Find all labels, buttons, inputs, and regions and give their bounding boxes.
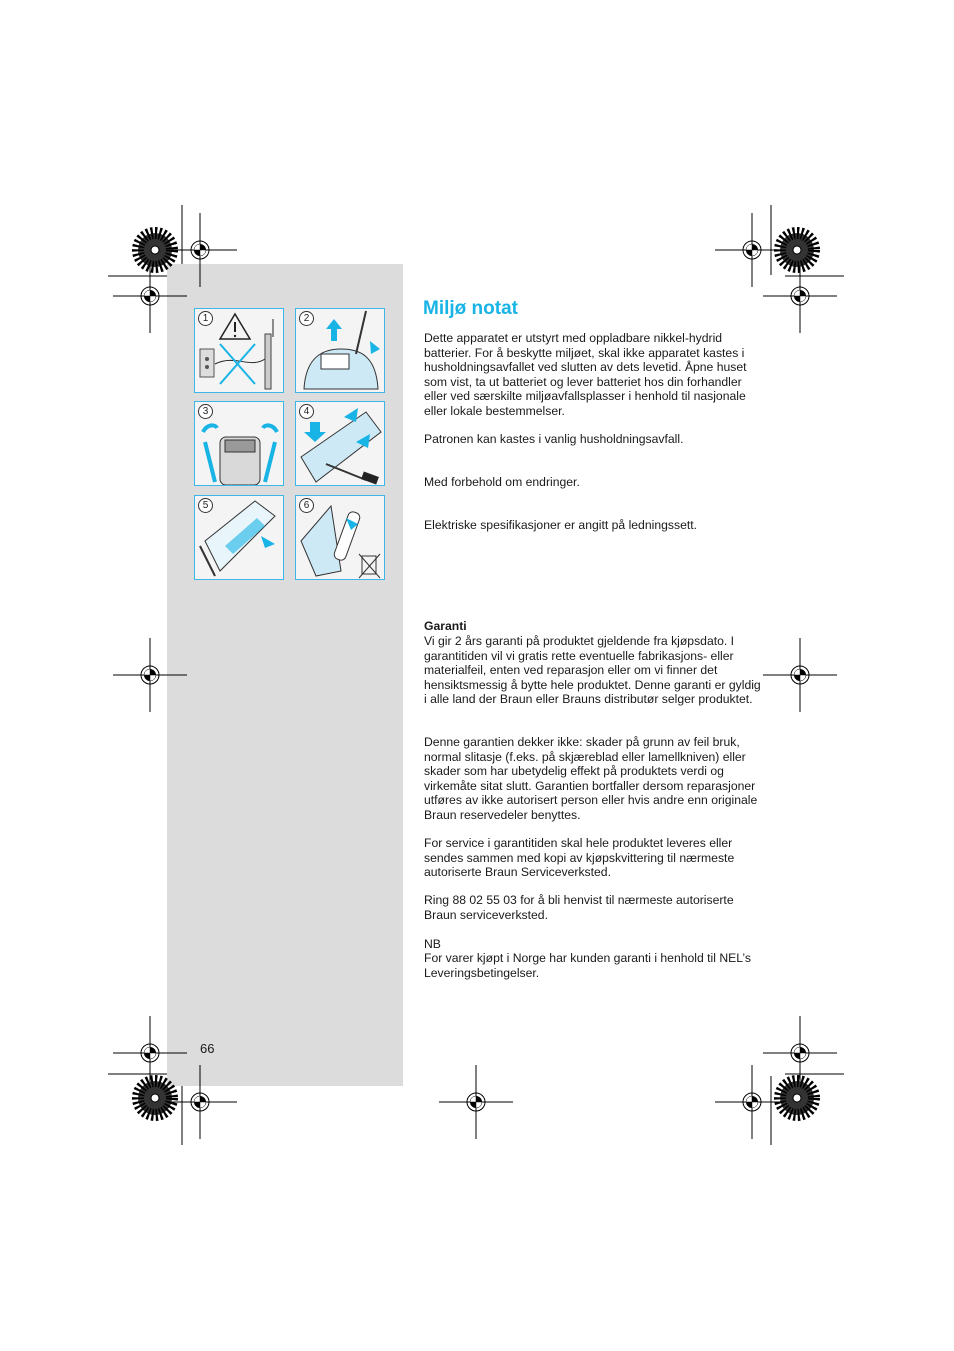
intro-paragraph: Dette apparatet er utstyrt med oppladbare nikkel-hydrid batterier. For å beskytte miljøet, skal ikke apparatet kastes i husholdningsavfallet ved slutten av dets levetid. Åpne huset som vist, ta ut batteriet og lever batteriet hos din forhandler eller ved særskilte miljøavfallsplasser i henhold til nasjonale eller lokale bestemmelser. [424,331,747,418]
figure-number: 1 [198,311,213,326]
garanti-paragraph-1: Vi gir 2 års garanti på produktet gjeldende fra kjøpsdato. I garantitiden vil vi gratis rette eventuelle fabrikasjons- eller materialfeil, enten ved reparasjon eller om vi finner det hensiktsmessig å bytte hele produktet. Denne garanti er gyldig i alle land der Braun eller Brauns distributør selger produktet. [424,634,761,706]
figure-number: 3 [198,404,213,419]
electrical-spec-paragraph: Elektriske spesifikasjoner er angitt på ledningssett. [424,518,698,532]
garanti-paragraph-2: Denne garantien dekker ikke: skader på grunn av feil bruk, normal slitasje (f.eks. på skjæreblad eller lamellkniven) eller skader som har ubetydelig effekt på produktets verdi og virkemåte sitat slutt. Garantien bortfaller dersom reparasjoner utføres av ikke autorisert person eller hvis andre enn originale Braun reservedeler benyttes. [424,735,758,822]
changes-paragraph: Med forbehold om endringer. [424,475,580,489]
nb-label: NB [424,937,441,951]
figure-number: 4 [299,404,314,419]
garanti-heading: Garanti [424,619,467,633]
cartridge-paragraph: Patronen kan kastes i vanlig husholdningsavfall. [424,432,684,446]
garanti-paragraph-4: Ring 88 02 55 03 for å bli henvist til nærmeste autoriserte Braun serviceverksted. [424,893,734,922]
figure-number: 2 [299,311,314,326]
figure-number: 5 [198,498,213,513]
garanti-paragraph-5: For varer kjøpt i Norge har kunden garanti i henhold til NEL’s Leveringsbetingelser. [424,951,751,980]
garanti-paragraph-3: For service i garantitiden skal hele produktet leveres eller sendes sammen med kopi av kjøpskvittering til nærmeste autoriserte Braun Serviceverksted. [424,836,735,879]
figure-number: 6 [299,498,314,513]
page-number: 66 [200,1041,215,1056]
page-title: Miljø notat [423,298,518,319]
